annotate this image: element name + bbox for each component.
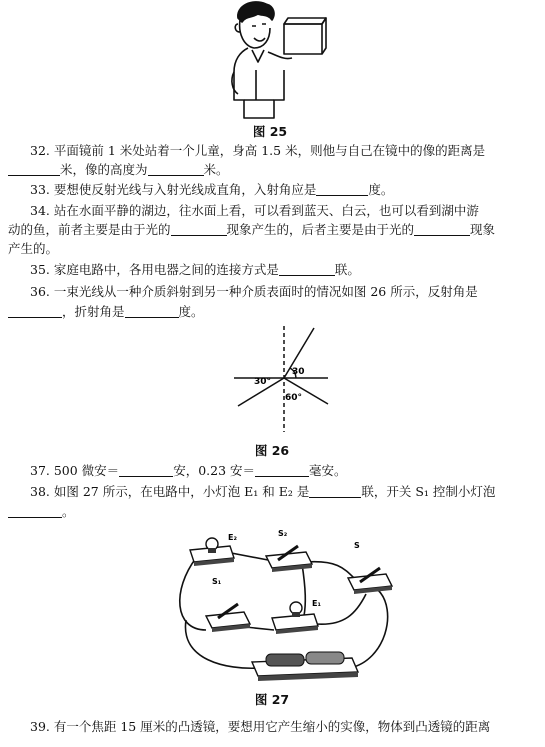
circuit-diagram bbox=[166, 520, 402, 688]
q34-blank-2 bbox=[414, 222, 470, 236]
question-35 bbox=[8, 261, 539, 279]
q36-text: 36. 一束光线从一种介质斜射到另一种介质表面时的情况如图 26 所示，反射角是 bbox=[30, 284, 478, 299]
question-32-cont bbox=[8, 161, 539, 179]
q35-text: 35. 家庭电路中，各用电器之间的连接方式是 bbox=[30, 262, 279, 277]
q38-text: 38. 如图 27 所示，在电路中，小灯泡 E₁ 和 E₂ 是 bbox=[30, 484, 310, 499]
switch-s2 bbox=[266, 546, 312, 572]
question-32 bbox=[8, 142, 539, 160]
figure-25-caption: 图 25 bbox=[252, 124, 288, 139]
q32-text-b1: 米，像的高度为 bbox=[60, 162, 148, 177]
question-34 bbox=[8, 202, 539, 220]
q34-text-b1: 动的鱼，前者主要是由于光的 bbox=[8, 222, 171, 237]
question-34-cont bbox=[8, 221, 539, 239]
figure-27-caption: 图 27 bbox=[254, 692, 290, 707]
q32-text-b2: 米。 bbox=[203, 162, 229, 177]
q38-text-b: 联，开关 S₁ 控制小灯泡 bbox=[361, 484, 496, 499]
angle-label-a: 30° bbox=[254, 377, 272, 387]
q34-text-c: 产生的。 bbox=[8, 241, 59, 256]
q35-blank bbox=[279, 262, 335, 276]
lamp-e2 bbox=[190, 538, 234, 566]
q33-text: 33. 要想使反射光线与入射光线成直角，入射角应是 bbox=[30, 182, 317, 197]
label-s1: S₁ bbox=[212, 577, 222, 586]
q36-text-b1: ，折射角是 bbox=[62, 304, 125, 319]
q38-blank-2 bbox=[8, 504, 62, 518]
q39-text: 39. 有一个焦距 15 厘米的凸透镜，要想用它产生缩小的实像，物体到凸透镜的距离 bbox=[30, 719, 491, 734]
q35-text-b: 联。 bbox=[334, 262, 360, 277]
q36-blank-1 bbox=[8, 304, 62, 318]
switch-s bbox=[348, 568, 392, 594]
q37-blank-1 bbox=[119, 463, 173, 477]
question-38 bbox=[8, 483, 539, 501]
switch-s1 bbox=[206, 604, 250, 632]
q34-text-b3: 现象 bbox=[470, 222, 496, 237]
angle-label-b: 30 bbox=[292, 367, 305, 377]
child-holding-box-figure bbox=[222, 0, 332, 120]
q34-text-b2: 现象产生的，后者主要是由于光的 bbox=[226, 222, 415, 237]
q34-text: 34. 站在水面平静的湖边，往水面上看，可以看到蓝天、白云，也可以看到湖中游 bbox=[30, 203, 479, 218]
q38-blank-1 bbox=[309, 484, 361, 498]
figure-26-caption: 图 26 bbox=[254, 443, 290, 458]
q38-text-c: 。 bbox=[62, 504, 75, 519]
label-s: S bbox=[354, 541, 360, 550]
question-37 bbox=[8, 462, 539, 480]
q34-blank-1 bbox=[171, 222, 227, 236]
battery bbox=[252, 652, 358, 681]
question-33 bbox=[8, 181, 539, 199]
question-36-cont bbox=[8, 303, 539, 321]
q37-text-b: 安，0.23 安＝ bbox=[173, 463, 255, 478]
light-refraction-diagram bbox=[228, 322, 332, 440]
q33-text-b: 度。 bbox=[368, 182, 394, 197]
question-34-end bbox=[8, 240, 539, 258]
q36-blank-2 bbox=[125, 304, 179, 318]
q36-text-b2: 度。 bbox=[178, 304, 204, 319]
question-36 bbox=[8, 283, 539, 301]
question-39 bbox=[8, 718, 539, 736]
q32-text: 32. 平面镜前 1 米处站着一个儿童，身高 1.5 米，则他与自己在镜中的像的距离是 bbox=[30, 143, 486, 158]
label-e1: E₁ bbox=[312, 599, 321, 608]
label-s2: S₂ bbox=[278, 529, 288, 538]
label-e2: E₂ bbox=[228, 533, 237, 542]
q37-text: 37. 500 微安＝ bbox=[30, 463, 120, 478]
q33-blank bbox=[316, 182, 368, 196]
q32-blank-2 bbox=[148, 162, 204, 176]
question-38-cont bbox=[8, 503, 539, 521]
q37-blank-2 bbox=[255, 463, 309, 477]
angle-label-c: 60° bbox=[285, 393, 303, 403]
q37-text-c: 毫安。 bbox=[309, 463, 347, 478]
q32-blank-1 bbox=[8, 162, 60, 176]
